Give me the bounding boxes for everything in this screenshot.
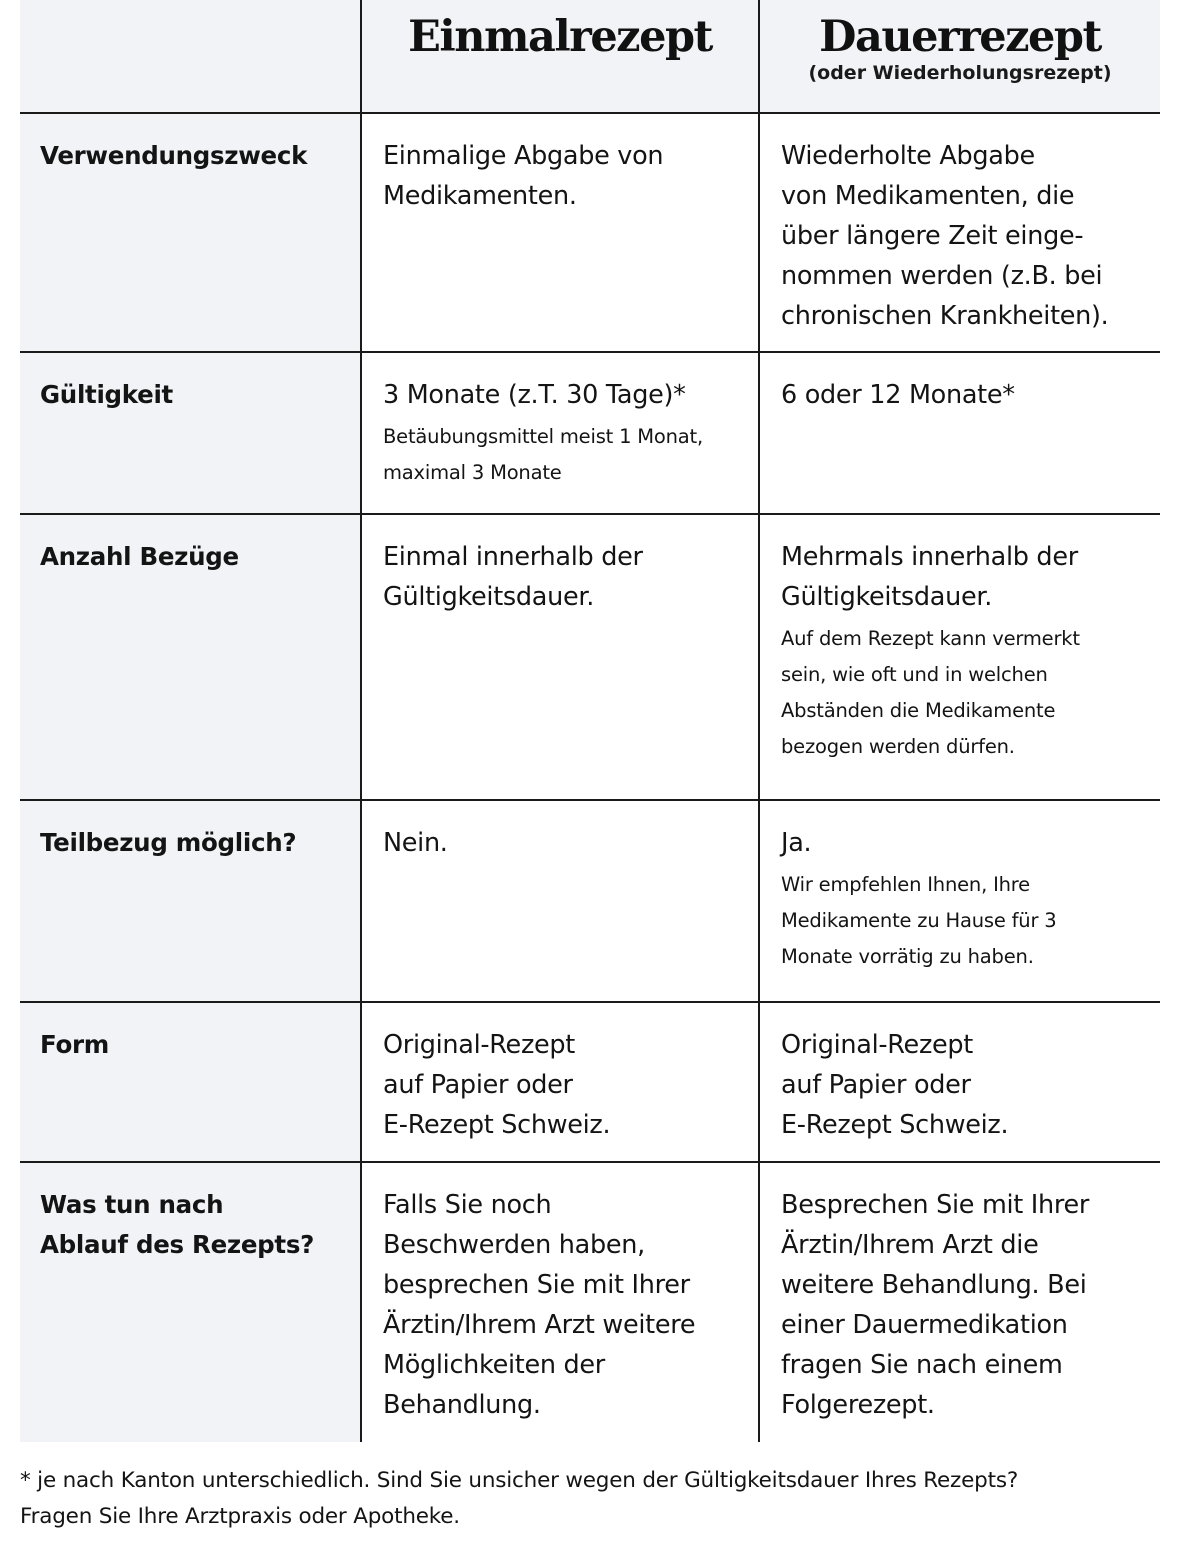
row-label-cell xyxy=(20,1002,361,1162)
cell-text: Original-Rezept auf Papier oder E-Rezept Schweiz. xyxy=(781,1030,1009,1140)
row-label: Form xyxy=(40,1030,109,1059)
cell-text: 6 oder 12 Monate* xyxy=(781,380,1015,410)
table-row-form xyxy=(20,1002,1160,1162)
row-label: Gültigkeit xyxy=(40,380,173,409)
cell-text: Einmalige Abgabe von Medikamenten. xyxy=(383,141,664,211)
row-label-cell xyxy=(20,113,361,352)
header-empty-cell xyxy=(20,0,361,113)
table-row-number-of-refills xyxy=(20,514,1160,800)
row-label-cell xyxy=(20,514,361,800)
permanent-prescription-cell xyxy=(759,1162,1160,1442)
cell-text: Ja. xyxy=(781,828,812,858)
row-label-cell xyxy=(20,800,361,1002)
row-label: Anzahl Bezüge xyxy=(40,542,239,571)
permanent-prescription-title: Dauerrezept xyxy=(819,12,1101,62)
row-label: Was tun nach Ablauf des Rezepts? xyxy=(40,1190,315,1259)
table-row-partial-refill xyxy=(20,800,1160,1002)
single-prescription-cell xyxy=(361,352,759,514)
header-single-prescription xyxy=(361,0,759,113)
single-prescription-cell xyxy=(361,1002,759,1162)
table-row-purpose xyxy=(20,113,1160,352)
single-prescription-cell xyxy=(361,113,759,352)
cell-note: Betäubungsmittel meist 1 Monat, maximal 3 Monate xyxy=(383,425,704,484)
cell-text: Falls Sie noch Beschwerden haben, besprechen Sie mit Ihrer Ärztin/Ihrem Arzt weitere Möglichkeiten der Behandlung. xyxy=(383,1190,696,1420)
single-prescription-cell xyxy=(361,514,759,800)
row-label-cell xyxy=(20,352,361,514)
permanent-prescription-cell xyxy=(759,514,1160,800)
header-permanent-prescription xyxy=(759,0,1160,113)
cell-text: 3 Monate (z.T. 30 Tage)* xyxy=(383,380,686,410)
cell-text: Mehrmals innerhalb der Gültigkeitsdauer. xyxy=(781,542,1078,612)
cell-note: Auf dem Rezept kann vermerkt sein, wie oft und in welchen Abständen die Medikamente bezogen werden dürfen. xyxy=(781,627,1080,758)
footnote: * je nach Kanton unterschiedlich. Sind Sie unsicher wegen der Gültigkeitsdauer Ihres Rezepts? Fragen Sie Ihre Arztpraxis oder Apotheke. xyxy=(20,1468,1019,1529)
table-header-row xyxy=(20,0,1160,113)
single-prescription-title: Einmalrezept xyxy=(408,12,712,62)
row-label-cell xyxy=(20,1162,361,1442)
cell-text: Einmal innerhalb der Gültigkeitsdauer. xyxy=(383,542,643,612)
row-label: Teilbezug möglich? xyxy=(40,828,297,857)
permanent-prescription-cell xyxy=(759,1002,1160,1162)
permanent-prescription-cell xyxy=(759,800,1160,1002)
cell-text: Nein. xyxy=(383,828,448,858)
single-prescription-cell xyxy=(361,1162,759,1442)
prescription-comparison-table xyxy=(20,0,1160,1442)
cell-text: Wiederholte Abgabe von Medikamenten, die über längere Zeit einge- nommen werden (z.B. bei chronischen Krankheiten). xyxy=(781,141,1109,331)
permanent-prescription-cell xyxy=(759,113,1160,352)
cell-note: Wir empfehlen Ihnen, Ihre Medikamente zu Hause für 3 Monate vorrätig zu haben. xyxy=(781,873,1057,968)
table-row-validity xyxy=(20,352,1160,514)
single-prescription-cell xyxy=(361,800,759,1002)
cell-text: Besprechen Sie mit Ihrer Ärztin/Ihrem Arzt die weitere Behandlung. Bei einer Dauermedikation fragen Sie nach einem Folgerezept. xyxy=(781,1190,1090,1420)
cell-text: Original-Rezept auf Papier oder E-Rezept Schweiz. xyxy=(383,1030,611,1140)
table-row-after-expiry xyxy=(20,1162,1160,1442)
permanent-prescription-subtitle: (oder Wiederholungsrezept) xyxy=(808,62,1112,84)
row-label: Verwendungszweck xyxy=(40,141,308,170)
permanent-prescription-cell xyxy=(759,352,1160,514)
